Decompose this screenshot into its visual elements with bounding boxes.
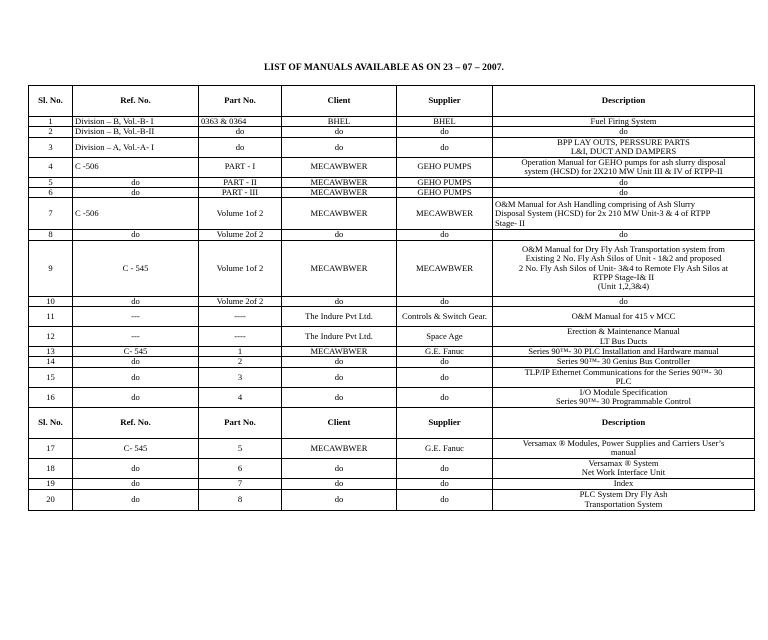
description-cell (493, 367, 755, 387)
serial-number-cell: 13 (29, 347, 73, 357)
column-header: Client (282, 86, 397, 117)
column-header: Supplier (397, 86, 493, 117)
client-cell: do (282, 478, 397, 489)
description-cell (493, 347, 755, 357)
ref-number-cell: C -506 (73, 157, 199, 177)
table-row (29, 458, 755, 478)
table-row (29, 127, 755, 137)
table-header-row (29, 407, 755, 438)
table-row (29, 307, 755, 327)
ref-number-cell: do (73, 296, 199, 306)
client-cell: BHEL (282, 117, 397, 127)
client-cell: MECAWBWER (282, 177, 397, 187)
description-cell (493, 296, 755, 306)
supplier-cell: do (397, 137, 493, 157)
column-header: Description (493, 407, 755, 438)
column-header: Supplier (397, 407, 493, 438)
client-cell: MECAWBWER (282, 157, 397, 177)
table-header-row (29, 86, 755, 117)
table-row (29, 198, 755, 230)
part-number-cell: do (199, 137, 282, 157)
table-row (29, 188, 755, 198)
ref-number-cell: do (73, 367, 199, 387)
serial-number-cell: 2 (29, 127, 73, 137)
part-number-cell: 4 (199, 387, 282, 407)
client-cell: do (282, 230, 397, 240)
description-line: Net Work Interface Unit (581, 467, 666, 478)
part-number-cell: ---- (199, 307, 282, 327)
part-number-cell: Volume 2of 2 (199, 230, 282, 240)
description-cell (493, 198, 755, 230)
description-line: 2 No. Fly Ash Silos of Unit- 3&4 to Remote Fly Ash Silos at (518, 262, 729, 273)
description-line: do (619, 126, 628, 137)
part-number-cell: 6 (199, 458, 282, 478)
ref-number-cell: do (73, 489, 199, 510)
table-row (29, 478, 755, 489)
description-line: (Unit 1,2,3&4) (597, 281, 650, 292)
description-line: Series 90™- 30 Programmable Control (556, 396, 691, 407)
client-cell: do (282, 357, 397, 367)
serial-number-cell: 19 (29, 478, 73, 489)
part-number-cell: Volume 1of 2 (199, 198, 282, 230)
description-cell (493, 230, 755, 240)
description-cell (493, 387, 755, 407)
client-cell: The Indure Pvt Ltd. (282, 307, 397, 327)
description-line: do (619, 296, 628, 306)
supplier-cell: MECAWBWER (397, 198, 493, 230)
serial-number-cell: 11 (29, 307, 73, 327)
client-cell: do (282, 296, 397, 306)
column-header: Part No. (199, 407, 282, 438)
ref-number-cell: do (73, 230, 199, 240)
description-line: Series 90™- 30 Genius Bus Controller (556, 356, 691, 367)
description-cell (493, 458, 755, 478)
supplier-cell: GEHO PUMPS (397, 157, 493, 177)
description-line: I/O Module Specification (579, 387, 668, 397)
part-number-cell: 7 (199, 478, 282, 489)
table-row (29, 137, 755, 157)
table-row (29, 489, 755, 510)
serial-number-cell: 9 (29, 240, 73, 296)
ref-number-cell: C - 545 (73, 240, 199, 296)
ref-number-cell: do (73, 478, 199, 489)
column-header: Client (282, 407, 397, 438)
ref-number-cell: do (73, 387, 199, 407)
serial-number-cell: 6 (29, 188, 73, 198)
ref-number-cell: --- (73, 327, 199, 347)
description-cell (493, 177, 755, 187)
description-cell (493, 127, 755, 137)
client-cell: do (282, 127, 397, 137)
description-line: Erection & Maintenance Manual (567, 326, 680, 337)
client-cell: MECAWBWER (282, 347, 397, 357)
description-line: PLC System Dry Fly Ash (579, 489, 668, 500)
table-row (29, 230, 755, 240)
supplier-cell: GEHO PUMPS (397, 177, 493, 187)
client-cell: do (282, 387, 397, 407)
description-line: Series 90™- 30 PLC Installation and Hardware manual (528, 346, 719, 357)
part-number-cell: PART - III (199, 188, 282, 198)
ref-number-cell: do (73, 177, 199, 187)
column-header: Ref. No. (73, 407, 199, 438)
supplier-cell: Controls & Switch Gear. (397, 307, 493, 327)
manuals-table (28, 85, 755, 511)
serial-number-cell: 7 (29, 198, 73, 230)
client-cell: MECAWBWER (282, 188, 397, 198)
description-cell (493, 357, 755, 367)
column-header: Part No. (199, 86, 282, 117)
description-cell (493, 327, 755, 347)
part-number-cell: PART - I (199, 157, 282, 177)
column-header: Sl. No. (29, 407, 73, 438)
ref-number-cell: Division – A, Vol.-A- I (73, 137, 199, 157)
supplier-cell: G.E. Fanuc (397, 347, 493, 357)
supplier-cell: do (397, 127, 493, 137)
description-cell (493, 240, 755, 296)
client-cell: do (282, 489, 397, 510)
description-line: Disposal System (HCSD) for 2x 210 MW Unit-3 & 4 of RTPP (495, 208, 711, 219)
description-line: do (619, 229, 628, 240)
table-row (29, 296, 755, 306)
description-cell (493, 438, 755, 458)
column-header: Description (493, 86, 755, 117)
ref-number-cell: C- 545 (73, 438, 199, 458)
serial-number-cell: 15 (29, 367, 73, 387)
supplier-cell: do (397, 357, 493, 367)
serial-number-cell: 16 (29, 387, 73, 407)
supplier-cell: do (397, 478, 493, 489)
description-line: PLC (615, 376, 632, 387)
serial-number-cell: 12 (29, 327, 73, 347)
description-cell (493, 137, 755, 157)
description-cell (493, 478, 755, 489)
supplier-cell: do (397, 367, 493, 387)
description-line: O&M Manual for 415 v MCC (571, 311, 676, 322)
table-row (29, 117, 755, 127)
part-number-cell: do (199, 127, 282, 137)
client-cell: do (282, 367, 397, 387)
supplier-cell: GEHO PUMPS (397, 188, 493, 198)
description-cell (493, 489, 755, 510)
part-number-cell: 3 (199, 367, 282, 387)
part-number-cell: 8 (199, 489, 282, 510)
description-cell (493, 307, 755, 327)
table-row (29, 177, 755, 187)
part-number-cell: 0363 & 0364 (199, 117, 282, 127)
description-line: TLP/IP Ethernet Communications for the Series 90™- 30 (524, 367, 723, 377)
description-line: Existing 2 No. Fly Ash Silos of Unit - 1&2 and proposed (525, 253, 722, 264)
table-row (29, 347, 755, 357)
description-line: RTPP Stage-I& II (592, 272, 655, 283)
description-cell (493, 117, 755, 127)
table-row (29, 367, 755, 387)
table-row (29, 357, 755, 367)
description-line: Operation Manual for GEHO pumps for ash slurry disposal (521, 157, 726, 167)
client-cell: do (282, 458, 397, 478)
part-number-cell: 2 (199, 357, 282, 367)
description-line: O&M Manual for Dry Fly Ash Transportation system from (522, 243, 725, 254)
column-header: Ref. No. (73, 86, 199, 117)
supplier-cell: do (397, 489, 493, 510)
supplier-cell: do (397, 387, 493, 407)
supplier-cell: G.E. Fanuc (397, 438, 493, 458)
description-line: Stage- II (495, 217, 525, 228)
ref-number-cell: do (73, 188, 199, 198)
serial-number-cell: 17 (29, 438, 73, 458)
description-line: BPP LAY OUTS, PERSSURE PARTS (557, 137, 690, 147)
supplier-cell: do (397, 230, 493, 240)
part-number-cell: Volume 1of 2 (199, 240, 282, 296)
ref-number-cell: C- 545 (73, 347, 199, 357)
supplier-cell: do (397, 296, 493, 306)
description-cell (493, 188, 755, 198)
client-cell: do (282, 137, 397, 157)
ref-number-cell: --- (73, 307, 199, 327)
serial-number-cell: 3 (29, 137, 73, 157)
document-title: LIST OF MANUALS AVAILABLE AS ON 23 – 07 – 2007. (263, 63, 505, 73)
serial-number-cell: 18 (29, 458, 73, 478)
ref-number-cell: do (73, 357, 199, 367)
description-line: L&I, DUCT AND DAMPERS (570, 146, 677, 157)
ref-number-cell: C -506 (73, 198, 199, 230)
part-number-cell: 5 (199, 438, 282, 458)
supplier-cell: MECAWBWER (397, 240, 493, 296)
description-line: O&M Manual for Ash Handling comprising of Ash Slurry (495, 198, 696, 209)
description-line: Fuel Firing System (590, 116, 657, 126)
description-line: do (619, 187, 628, 198)
table-row (29, 438, 755, 458)
description-line: Transportation System (584, 498, 663, 509)
client-cell: The Indure Pvt Ltd. (282, 327, 397, 347)
ref-number-cell: Division – B, Vol.-B- I (73, 117, 199, 127)
description-line: Index (613, 478, 634, 489)
ref-number-cell: Division – B, Vol.-B-II (73, 127, 199, 137)
description-line: do (619, 177, 628, 187)
serial-number-cell: 1 (29, 117, 73, 127)
description-line: Versamax ® Modules, Power Supplies and Carriers User’s (522, 438, 725, 448)
serial-number-cell: 8 (29, 230, 73, 240)
supplier-cell: BHEL (397, 117, 493, 127)
description-line: Versamax ® System (588, 458, 659, 468)
client-cell: MECAWBWER (282, 198, 397, 230)
table-row (29, 240, 755, 296)
part-number-cell: 1 (199, 347, 282, 357)
table-row (29, 157, 755, 177)
serial-number-cell: 4 (29, 157, 73, 177)
serial-number-cell: 10 (29, 296, 73, 306)
description-line: manual (610, 447, 637, 458)
serial-number-cell: 5 (29, 177, 73, 187)
part-number-cell: ---- (199, 327, 282, 347)
part-number-cell: Volume 2of 2 (199, 296, 282, 306)
part-number-cell: PART - II (199, 177, 282, 187)
table-row (29, 387, 755, 407)
serial-number-cell: 20 (29, 489, 73, 510)
supplier-cell: do (397, 458, 493, 478)
supplier-cell: Space Age (397, 327, 493, 347)
client-cell: MECAWBWER (282, 240, 397, 296)
column-header: Sl. No. (29, 86, 73, 117)
description-cell (493, 157, 755, 177)
ref-number-cell: do (73, 458, 199, 478)
table-row (29, 327, 755, 347)
client-cell: MECAWBWER (282, 438, 397, 458)
serial-number-cell: 14 (29, 357, 73, 367)
description-line: system (HCSD) for 2X210 MW Unit III & IV of RTPP-II (524, 166, 723, 177)
description-line: LT Bus Ducts (599, 335, 648, 346)
